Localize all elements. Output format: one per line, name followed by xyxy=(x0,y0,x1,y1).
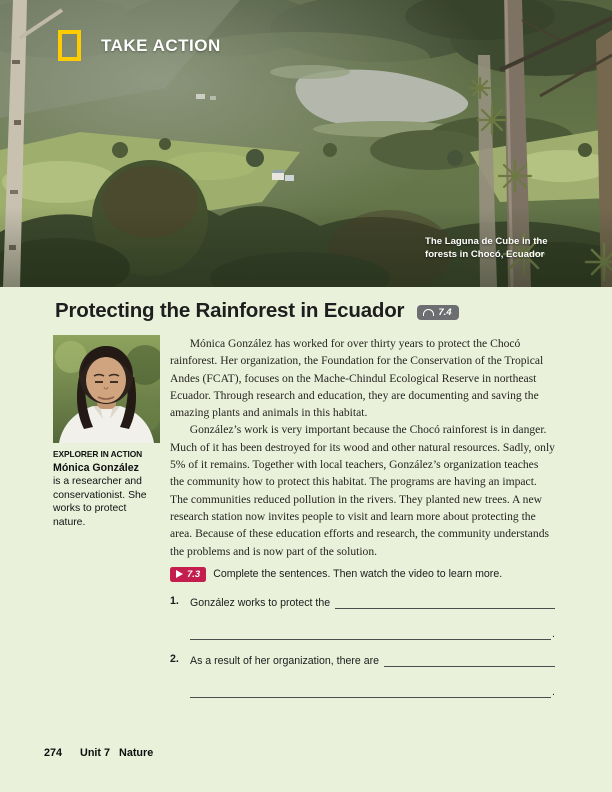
photo-caption xyxy=(425,236,575,261)
item-number: 1. xyxy=(170,594,179,607)
content-columns xyxy=(53,335,555,698)
audio-track-number: 7.4 xyxy=(438,307,452,318)
page-footer xyxy=(44,747,153,759)
item-body xyxy=(190,653,555,698)
photo-caption-line2: forests in Chocó, Ecuador xyxy=(425,248,545,260)
natgeo-frame-logo xyxy=(58,30,81,61)
article-title: Protecting the Rainforest in Ecuador xyxy=(55,299,405,322)
passage-paragraph-1: Mónica González has worked for over thirty years to protect the Chocó rainforest. Her organization, the Foundation for the Conservation of the Tropical Andes (FCAT), focuses on the Mache-Chindul Ecological Reserve in northeast Ecuador. Through research and education, they are documenting and saving the amazing plants and animals in this habitat. xyxy=(170,337,544,420)
play-icon xyxy=(176,570,183,578)
video-badge[interactable] xyxy=(170,567,206,582)
audio-track-badge[interactable] xyxy=(417,305,458,320)
item-prompt: As a result of her organization, there are xyxy=(190,654,380,667)
prompt-row xyxy=(190,653,555,667)
activity-item-2 xyxy=(170,653,555,698)
explorer-name: Mónica González xyxy=(53,462,139,474)
blank-suffix: . xyxy=(552,685,555,698)
lesson-section xyxy=(0,287,612,792)
explorer-portrait-art xyxy=(53,335,160,443)
unit-label: Unit 7 xyxy=(80,747,111,759)
passage-paragraph-2: González’s work is very important because the Chocó rainforest is in danger. Much of it has been destroyed for its wood and other natural resources. Sadly, only 5% of it remains. Together with local teachers, González’s organization teaches the community how to protect this habitat. The programs are having an impact. The communities reduced pollution in the rivers. They planted new trees. A new research station now invites people to visit and learn more about protecting the area. Because of these education efforts and research, the community understands the problems and is now part of the solution. xyxy=(170,423,555,558)
blank-row xyxy=(190,626,555,640)
video-number: 7.3 xyxy=(187,568,201,580)
activity-instruction-row xyxy=(170,567,555,582)
explorer-heading: EXPLORER IN ACTION xyxy=(53,449,143,459)
unit-topic: Nature xyxy=(119,747,154,759)
page-number: 274 xyxy=(44,747,63,759)
activity-instruction: Complete the sentences. Then watch the video to learn more. xyxy=(213,568,503,581)
prompt-row xyxy=(190,595,555,609)
answer-blank[interactable] xyxy=(384,653,555,667)
rainforest-photo xyxy=(0,0,612,287)
explorer-bio: is a researcher and conservationist. She works to protect nature. xyxy=(53,476,147,528)
activity xyxy=(170,567,555,698)
explorer-portrait xyxy=(53,335,160,443)
banner-title: TAKE ACTION xyxy=(101,35,221,55)
blank-row xyxy=(190,684,555,698)
photo-caption-line1: The Laguna de Cube in the xyxy=(425,236,548,247)
article-title-row xyxy=(55,299,459,323)
answer-blank[interactable] xyxy=(190,626,551,640)
reading-passage xyxy=(170,335,555,698)
item-number: 2. xyxy=(170,652,179,665)
answer-blank[interactable] xyxy=(190,684,551,698)
item-prompt: González works to protect the xyxy=(190,596,331,609)
activity-item-1 xyxy=(170,595,555,640)
explorer-sidebar xyxy=(53,335,160,529)
item-body xyxy=(190,595,555,640)
headphones-icon xyxy=(423,309,434,316)
banner xyxy=(58,30,221,61)
blank-suffix: . xyxy=(552,627,555,640)
answer-blank[interactable] xyxy=(335,595,555,609)
